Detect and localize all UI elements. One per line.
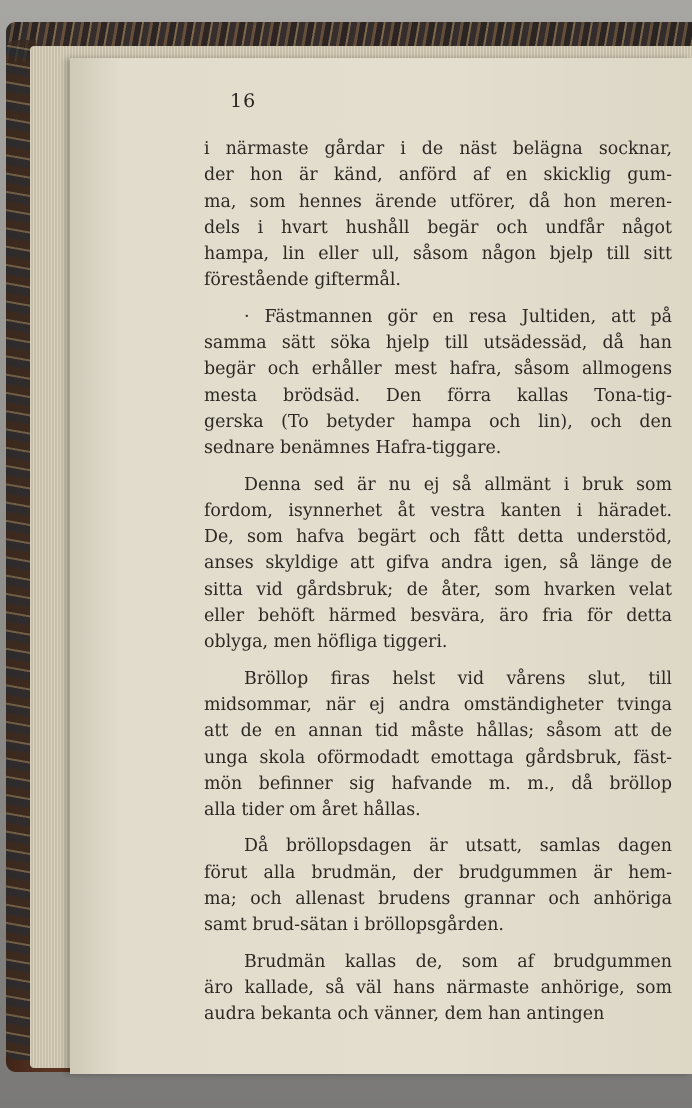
text-line: dels i hvart hushåll begär och undfår något [204, 217, 672, 238]
text-line: eller behöft härmed besvära, äro fria för detta [204, 606, 672, 627]
text-line: oblyga, men höfliga tiggeri. [204, 632, 448, 653]
body-text [204, 136, 672, 1038]
text-line: mesta brödsäd. Den förra kallas Tona-tig- [204, 385, 672, 406]
text-line: sednare benämnes Hafra-tiggare. [204, 438, 502, 459]
text-line: der hon är känd, anförd af en skicklig gum- [204, 165, 672, 186]
text-line: gerska (To betyder hampa och lin), och den [204, 411, 672, 432]
text-line: ma, som hennes ärende utförer, då hon meren- [204, 191, 672, 212]
text-line: äro kallade, så väl hans närmaste anhörige, som [204, 977, 672, 998]
text-line: anses skyldige att gifva andra igen, så länge de [204, 553, 672, 574]
paragraph [204, 304, 672, 462]
text-line: alla tider om året hållas. [204, 800, 421, 821]
text-line: Då bröllopsdagen är utsatt, samlas dagen [244, 836, 672, 857]
text-line: sitta vid gårdsbruk; de åter, som hvarken velat [204, 579, 672, 600]
text-line: att de en annan tid måste hållas; såsom att de [204, 721, 672, 742]
text-line: mön befinner sig hafvande m. m., då bröllop [204, 773, 672, 794]
text-line: i närmaste gårdar i de näst belägna socknar, [204, 139, 672, 159]
paragraph [204, 666, 672, 824]
paragraph [204, 472, 672, 656]
text-line: unga skola oförmodadt emottaga gårdsbruk, fäst- [204, 747, 672, 768]
text-line: Denna sed är nu ej så allmänt i bruk som [244, 474, 672, 495]
text-line: midsommar, när ej andra omständigheter tvinga [204, 694, 672, 715]
paragraph [204, 136, 672, 294]
text-line: fordom, isynnerhet åt vestra kanten i häradet. [204, 500, 672, 521]
text-line: förestående giftermål. [204, 270, 401, 291]
text-line: samma sätt söka hjelp till utsädessäd, då han [204, 333, 672, 354]
text-line: · Fästmannen gör en resa Jultiden, att på [244, 306, 672, 327]
paragraph [204, 833, 672, 938]
text-line: Brudmän kallas de, som af brudgummen [244, 951, 672, 972]
page-number: 16 [230, 90, 257, 112]
text-line: hampa, lin eller ull, såsom någon bjelp till sitt [204, 244, 672, 265]
text-line: De, som hafva begärt och fått detta understöd, [204, 527, 672, 548]
text-line: förut alla brudmän, der brudgummen är hem- [204, 862, 672, 883]
text-line: samt brud-sätan i bröllopsgården. [204, 915, 504, 936]
text-line: Bröllop firas helst vid vårens slut, till [244, 668, 672, 689]
text-line: audra bekanta och vänner, dem han antingen [204, 1004, 605, 1025]
text-line: ma; och allenast brudens grannar och anhöriga [204, 889, 672, 910]
text-line: begär och erhåller mest hafra, såsom allmogens [204, 359, 672, 380]
paragraph [204, 949, 672, 1028]
